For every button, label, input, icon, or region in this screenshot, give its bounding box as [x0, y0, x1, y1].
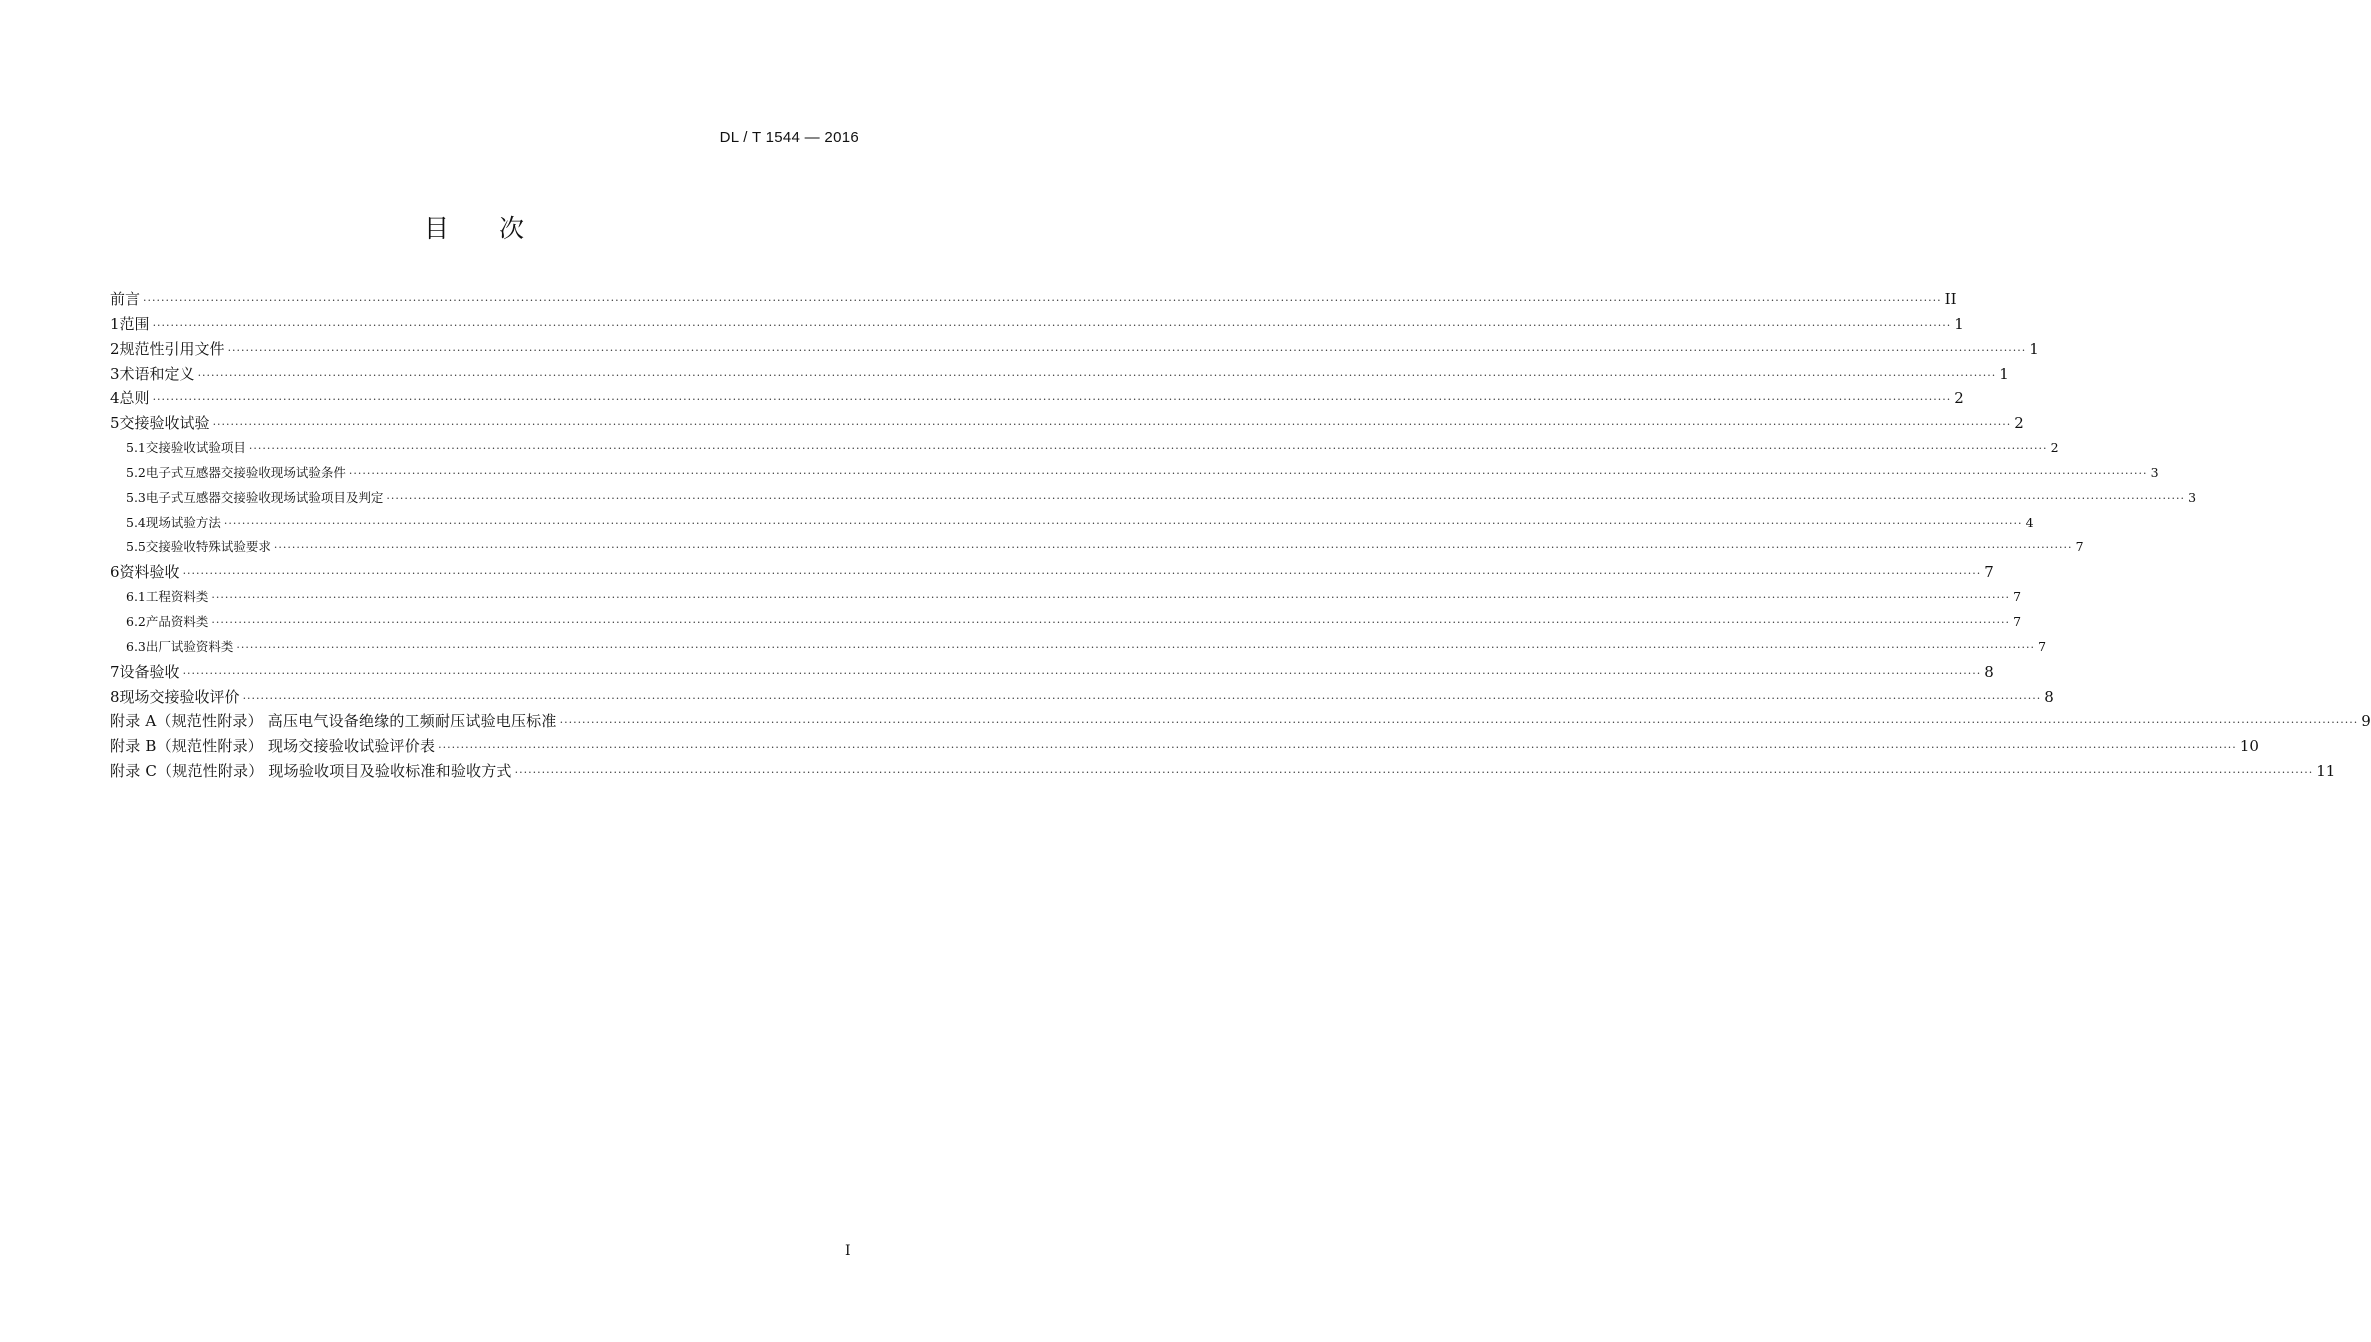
toc-entry[interactable]	[110, 585, 2022, 610]
toc-entry-page: 8	[1984, 662, 1994, 681]
toc-entry-label: 设备验收	[119, 662, 180, 681]
toc-entry-number: 6	[110, 563, 120, 582]
toc-leader-dots: ················································································································································································································································································································································································································	[248, 442, 2048, 456]
toc-entry-number: 5.3	[126, 489, 146, 505]
toc-leader-dots: ················································································································································································································································································································································································································	[227, 343, 2027, 357]
toc-entry-label: 附录 A（规范性附录） 高压电气设备绝缘的工频耐压试验电压标准	[110, 712, 557, 731]
toc-entry-number: 7	[110, 662, 120, 681]
toc-entry[interactable]	[110, 287, 1957, 312]
toc-entry-page: 4	[2025, 514, 2034, 530]
standard-code: DL / T 1544 — 2016	[719, 129, 859, 146]
toc-entry-label: 附录 C（规范性附录） 现场验收项目及验收标准和验收方式	[110, 762, 512, 781]
toc-entry-number: 5.2	[126, 464, 146, 480]
toc-entry-number: 5.4	[126, 514, 146, 530]
toc-entry[interactable]	[110, 610, 2022, 635]
toc-entry[interactable]	[110, 386, 1964, 411]
toc-entry-label: 现场试验方法	[145, 514, 221, 530]
toc-leader-dots: ················································································································································································································································································································································································································	[211, 615, 2011, 629]
toc-entry-page: 7	[2075, 539, 2084, 555]
toc-entry-label: 交接验收特殊试验要求	[145, 539, 271, 555]
toc-entry-page: 11	[2316, 762, 2336, 781]
toc-entry-label: 资料验收	[119, 563, 180, 582]
toc-entry-label: 前言	[110, 290, 141, 308]
toc-entry[interactable]	[110, 759, 2336, 784]
toc-entry-label: 规范性引用文件	[119, 339, 225, 358]
toc-entry-page: 2	[2050, 440, 2059, 456]
title-char-2: 次	[499, 214, 527, 243]
toc-entry-page: 7	[1984, 563, 1994, 582]
toc-entry-label: 现场交接验收评价	[119, 687, 240, 706]
toc-entry-label: 电子式互感器交接验收现场试验条件	[145, 464, 346, 480]
toc-leader-dots: ················································································································································································································································································································································································································	[236, 640, 2036, 654]
toc-leader-dots: ················································································································································································································································································································································································································	[386, 491, 2186, 505]
toc-entry-page: 7	[2013, 589, 2022, 605]
toc-entry[interactable]	[110, 535, 2084, 560]
toc-entry[interactable]	[110, 337, 2039, 362]
toc-leader-dots: ················································································································································································································································································································································································································	[152, 393, 1952, 407]
toc-entry-label: 附录 B（规范性附录） 现场交接验收试验评价表	[110, 737, 436, 756]
toc-leader-dots: ················································································································································································································································································································································································································	[143, 294, 1942, 307]
toc-leader-dots: ················································································································································································································································································································································································································	[152, 318, 1952, 332]
toc-entry-page: 3	[2188, 489, 2197, 505]
toc-entry-page: 2	[1954, 389, 1964, 408]
toc-entry-number: 2	[110, 339, 120, 358]
page-number: I	[845, 1243, 851, 1259]
toc-entry-number: 1	[110, 314, 120, 333]
toc-entry[interactable]	[110, 734, 2259, 759]
toc-leader-dots: ················································································································································································································································································································································································································	[242, 691, 2042, 705]
toc-entry[interactable]	[110, 362, 2009, 387]
toc-entry-number: 3	[110, 364, 120, 383]
toc-entry-number: 6.1	[126, 589, 146, 605]
toc-entry-page: 1	[2029, 339, 2039, 358]
toc-entry[interactable]	[110, 660, 1994, 685]
toc-entry[interactable]	[110, 511, 2034, 536]
toc-entry-label: 出厂试验资料类	[145, 638, 234, 654]
toc-entry-number: 5.1	[126, 440, 146, 456]
toc-entry-label: 工程资料类	[145, 589, 209, 605]
toc-leader-dots: ················································································································································································································································································································································································································	[348, 466, 2148, 480]
title-char-1: 目	[423, 214, 451, 243]
toc-entry-page: 1	[1954, 314, 1964, 333]
toc-entry-label: 电子式互感器交接验收现场试验项目及判定	[145, 489, 384, 505]
toc-entry[interactable]	[110, 709, 2371, 734]
toc-entry[interactable]	[110, 685, 2054, 710]
toc-entry-page: 2	[2014, 414, 2024, 433]
toc-entry-label: 总则	[119, 389, 150, 408]
toc-entry-page: 9	[2361, 712, 2371, 731]
toc-entry[interactable]	[110, 461, 2159, 486]
toc-entry-label: 交接验收试验	[119, 414, 210, 433]
toc-entry-page: 1	[1999, 364, 2009, 383]
toc-entry-page: 7	[2013, 613, 2022, 629]
toc-entry[interactable]	[110, 312, 1964, 337]
toc-entry-label: 交接验收试验项目	[145, 440, 246, 456]
toc-entry-number: 4	[110, 389, 120, 408]
toc-leader-dots: ················································································································································································································································································································································································································	[559, 716, 2359, 730]
toc-leader-dots: ················································································································································································································································································································································································································	[514, 766, 2314, 780]
toc-leader-dots: ················································································································································································································································································································································································································	[212, 418, 2012, 432]
page-title	[0, 209, 950, 245]
toc-entry-number: 8	[110, 687, 120, 706]
toc-entry-number: 5.5	[126, 539, 146, 555]
toc-entry-number: 5	[110, 414, 120, 433]
toc-leader-dots: ················································································································································································································································································································································································································	[182, 666, 1982, 680]
toc-entry-page: II	[1944, 290, 1957, 308]
toc-entry-label: 产品资料类	[145, 613, 209, 629]
toc-entry[interactable]	[110, 436, 2059, 461]
toc-entry-page: 10	[2239, 737, 2259, 756]
toc-leader-dots: ················································································································································································································································································································································································································	[197, 368, 1997, 382]
toc-leader-dots: ················································································································································································································································································································································································································	[211, 591, 2011, 605]
toc-entry-label: 术语和定义	[119, 364, 195, 383]
toc-entry-label: 范围	[119, 314, 150, 333]
toc-entry-number: 6.2	[126, 613, 146, 629]
toc-leader-dots: ················································································································································································································································································································································································································	[223, 516, 2023, 530]
toc-entry[interactable]	[110, 635, 2047, 660]
toc-entry[interactable]	[110, 411, 2024, 436]
toc-leader-dots: ················································································································································································································································································································································································································	[438, 741, 2237, 755]
toc-entry-page: 7	[2038, 638, 2047, 654]
toc-entry-page: 3	[2150, 464, 2159, 480]
toc-leader-dots: ················································································································································································································································································································································································································	[273, 541, 2073, 555]
toc-entry[interactable]	[110, 560, 1994, 585]
toc-entry[interactable]	[110, 486, 2197, 511]
toc-entry-page: 8	[2044, 687, 2054, 706]
table-of-contents	[110, 287, 2371, 784]
toc-entry-number: 6.3	[126, 638, 146, 654]
toc-leader-dots: ················································································································································································································································································································································································································	[182, 567, 1982, 581]
